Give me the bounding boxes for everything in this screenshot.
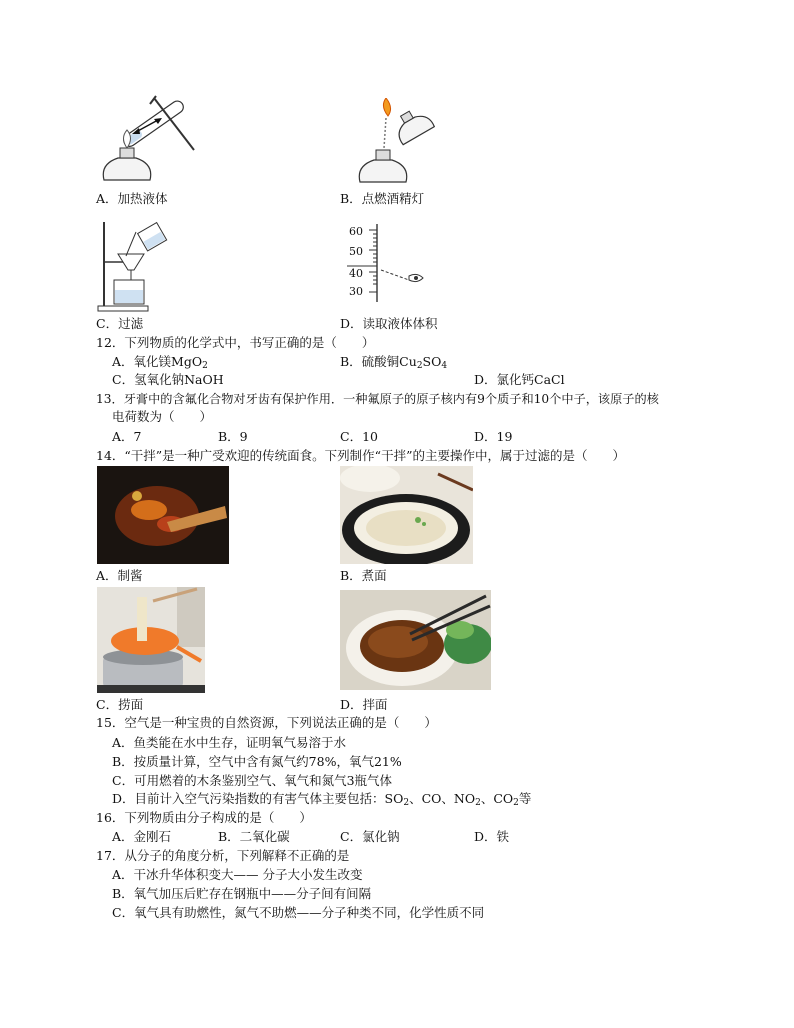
q15-d-text: D．目前计入空气污染指数的有害气体主要包括：SO <box>112 791 404 806</box>
q15-option-b: B．按质量计算，空气中含有氮气约78%，氧气21% <box>112 754 402 769</box>
q15-stem: 15．空气是一种宝贵的自然资源，下列说法正确的是（ ） <box>96 715 437 730</box>
cylinder-tick-30: 30 <box>349 285 363 298</box>
q12-b-text: B．硫酸铜Cu <box>340 354 417 369</box>
q15-d-sub1: 2 <box>403 798 410 808</box>
q13-option-a: A．7 <box>112 429 142 444</box>
q15-d-sub3: 2 <box>513 798 519 808</box>
q15-option-a: A．鱼类能在水中生存，证明氧气易溶于水 <box>112 735 347 750</box>
q11-d-label: D．读取液体体积 <box>340 316 438 331</box>
q15-option-c: C．可用燃着的木条鉴别空气、氧气和氮气3瓶气体 <box>112 773 393 788</box>
q16-option-c: C．氯化钠 <box>340 829 400 844</box>
q14-option-d: D．拌面 <box>340 697 388 712</box>
q12-b-mid: SO <box>422 354 442 369</box>
q14-option-a: A．制酱 <box>96 568 143 583</box>
q11-a-label: A．加热液体 <box>96 191 168 206</box>
cylinder-tick-50: 50 <box>349 245 363 258</box>
q12-option-d: D．氯化钙CaCl <box>474 372 565 387</box>
q12-b-sub1: 2 <box>416 361 423 371</box>
cylinder-tick-40: 40 <box>349 267 363 280</box>
q17-stem: 17．从分子的角度分析，下列解释不正确的是 <box>96 848 350 863</box>
q12-a-sub: 2 <box>202 361 208 371</box>
q15-d-text2: 、CO、NO <box>409 791 476 806</box>
q17-option-c: C．氧气具有助燃性，氮气不助燃——分子种类不同，化学性质不同 <box>112 905 485 920</box>
q15-d-sub2: 2 <box>475 798 481 808</box>
q13-stem-line1: 13．牙膏中的含氟化合物对牙齿有保护作用．一种氟原子的原子核内有9个质子和10个中子，该原子的核 <box>96 392 659 406</box>
q16-option-a: A．金刚石 <box>112 829 172 844</box>
q11-b-label: B．点燃酒精灯 <box>340 191 425 206</box>
q15-d-text4: 等 <box>518 791 532 806</box>
q12-a-text: A．氧化镁MgO <box>112 354 203 369</box>
q12-b-sub2: 4 <box>441 361 448 371</box>
fig-heating-liquid <box>96 92 200 187</box>
q14-stem: 14．“干拌”是一种广受欢迎的传统面食。下列制作“干拌”的主要操作中，属于过滤的是（ ） <box>96 448 625 463</box>
q16-option-d: D．铁 <box>474 829 510 844</box>
q17-option-a: A．干冰升华体积变大—— 分子大小发生改变 <box>112 867 363 882</box>
fig-filtration <box>96 218 170 312</box>
q12-option-a <box>112 353 208 371</box>
photo-scooping-noodles <box>97 587 205 693</box>
q12-stem: 12．下列物质的化学式中，书写正确的是（ ） <box>96 335 375 350</box>
q13-option-c: C．10 <box>340 429 378 444</box>
q15-option-d <box>112 790 531 808</box>
q13-option-d: D．19 <box>474 429 513 444</box>
q12-option-c: C．氢氧化钠NaOH <box>112 372 224 387</box>
cylinder-tick-60: 60 <box>349 225 363 238</box>
q11-c-label: C．过滤 <box>96 316 144 331</box>
photo-mixing-noodles <box>340 590 491 690</box>
q15-d-text3: 、CO <box>480 791 514 806</box>
photo-boiling-noodles <box>340 466 473 564</box>
q13-stem-line2: 电荷数为（ ） <box>112 409 213 424</box>
q14-option-c: C．捞面 <box>96 697 144 712</box>
q16-option-b: B．二氧化碳 <box>218 829 290 844</box>
photo-making-sauce <box>97 466 229 564</box>
q14-option-b: B．煮面 <box>340 568 387 583</box>
q12-option-b <box>340 353 447 371</box>
q17-option-b: B．氧气加压后贮存在钢瓶中——分子间有间隔 <box>112 886 372 901</box>
q13-option-b: B．9 <box>218 429 248 444</box>
q16-stem: 16．下列物质由分子构成的是（ ） <box>96 810 312 825</box>
fig-lighting-lamp <box>350 98 440 188</box>
